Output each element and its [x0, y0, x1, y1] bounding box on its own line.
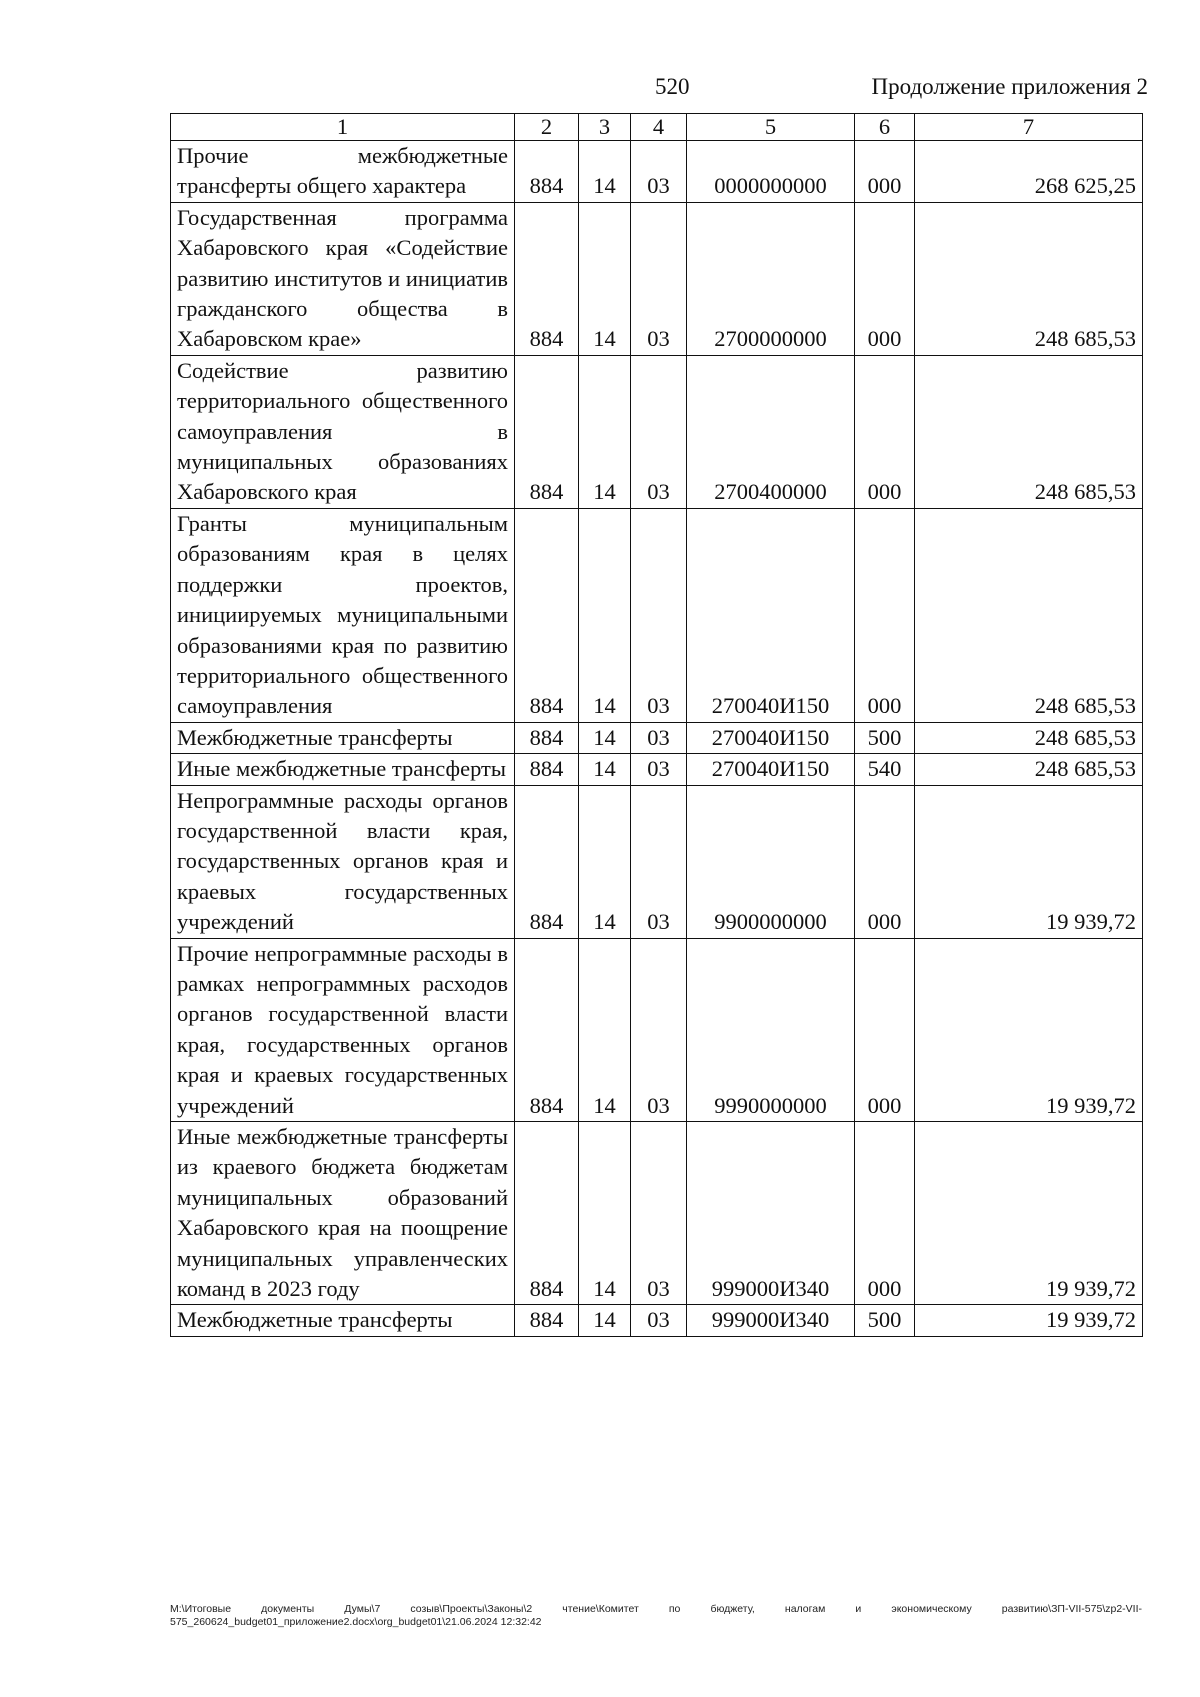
column-header: 2 — [515, 114, 579, 141]
cell-subsection: 03 — [631, 1122, 687, 1305]
cell-expense-type: 000 — [855, 355, 915, 508]
cell-expense-type: 500 — [855, 722, 915, 753]
cell-amount: 19 939,72 — [915, 1122, 1143, 1305]
cell-expense-type: 500 — [855, 1305, 915, 1336]
cell-expense-type: 000 — [855, 202, 915, 355]
table-header-row — [171, 114, 1143, 141]
cell-subsection: 03 — [631, 754, 687, 785]
cell-department: 884 — [515, 508, 579, 722]
cell-target-article: 270040И150 — [687, 508, 855, 722]
column-header: 7 — [915, 114, 1143, 141]
row-name: Непрограммные расходы органов государственной власти края, государственных органов края и краевых государственных учреждений — [171, 785, 515, 938]
cell-department: 884 — [515, 1305, 579, 1336]
column-header: 4 — [631, 114, 687, 141]
cell-expense-type: 000 — [855, 141, 915, 203]
cell-section: 14 — [579, 1305, 631, 1336]
cell-amount: 248 685,53 — [915, 202, 1143, 355]
cell-target-article: 9990000000 — [687, 938, 855, 1121]
cell-section: 14 — [579, 355, 631, 508]
row-name: Гранты муниципальным образованиям края в целях поддержки проектов, инициируемых муниципальными образованиями края по развитию территориального общественного самоуправления — [171, 508, 515, 722]
cell-subsection: 03 — [631, 355, 687, 508]
budget-table — [170, 113, 1143, 1337]
cell-department: 884 — [515, 722, 579, 753]
cell-expense-type: 000 — [855, 1122, 915, 1305]
cell-target-article: 270040И150 — [687, 722, 855, 753]
cell-department: 884 — [515, 1122, 579, 1305]
cell-subsection: 03 — [631, 508, 687, 722]
cell-section: 14 — [579, 141, 631, 203]
cell-target-article: 999000И340 — [687, 1122, 855, 1305]
cell-department: 884 — [515, 141, 579, 203]
cell-expense-type: 000 — [855, 938, 915, 1121]
cell-amount: 248 685,53 — [915, 754, 1143, 785]
cell-department: 884 — [515, 355, 579, 508]
appendix-continuation-label: Продолжение приложения 2 — [871, 74, 1148, 99]
cell-amount: 248 685,53 — [915, 722, 1143, 753]
cell-amount: 268 625,25 — [915, 141, 1143, 203]
cell-amount: 248 685,53 — [915, 355, 1143, 508]
document-file-path: М:\Итоговые документы Думы\7 созыв\Проекты\Законы\2 чтение\Комитет по бюджету, налогам и экономическому развитию\ЗП-VII-575\zp2-VII-575_260624_budget01_приложение2.docx\org_budget01\21.06.2024 12:32:42 — [170, 1603, 1142, 1628]
cell-department: 884 — [515, 754, 579, 785]
table-row — [171, 1305, 1143, 1336]
table-row — [171, 202, 1143, 355]
cell-expense-type: 000 — [855, 785, 915, 938]
cell-subsection: 03 — [631, 722, 687, 753]
column-header: 3 — [579, 114, 631, 141]
cell-department: 884 — [515, 785, 579, 938]
cell-amount: 248 685,53 — [915, 508, 1143, 722]
cell-amount: 19 939,72 — [915, 1305, 1143, 1336]
cell-subsection: 03 — [631, 202, 687, 355]
row-name: Прочие межбюджетные трансферты общего характера — [171, 141, 515, 203]
row-name: Содействие развитию территориального общественного самоуправления в муниципальных образованиях Хабаровского края — [171, 355, 515, 508]
cell-subsection: 03 — [631, 1305, 687, 1336]
cell-expense-type: 540 — [855, 754, 915, 785]
cell-target-article: 2700000000 — [687, 202, 855, 355]
table-row — [171, 754, 1143, 785]
cell-section: 14 — [579, 202, 631, 355]
table-row — [171, 785, 1143, 938]
cell-section: 14 — [579, 508, 631, 722]
cell-amount: 19 939,72 — [915, 938, 1143, 1121]
table-row — [171, 355, 1143, 508]
table-row — [171, 938, 1143, 1121]
cell-section: 14 — [579, 1122, 631, 1305]
cell-section: 14 — [579, 785, 631, 938]
row-name: Межбюджетные трансферты — [171, 722, 515, 753]
column-header: 1 — [171, 114, 515, 141]
cell-department: 884 — [515, 938, 579, 1121]
row-name: Иные межбюджетные трансферты из краевого бюджета бюджетам муниципальных образований Хабаровского края на поощрение муниципальных управленческих команд в 2023 году — [171, 1122, 515, 1305]
cell-target-article: 999000И340 — [687, 1305, 855, 1336]
table-row — [171, 508, 1143, 722]
cell-target-article: 9900000000 — [687, 785, 855, 938]
column-header: 6 — [855, 114, 915, 141]
table-row — [171, 722, 1143, 753]
table-row — [171, 141, 1143, 203]
cell-section: 14 — [579, 722, 631, 753]
row-name: Межбюджетные трансферты — [171, 1305, 515, 1336]
table-row — [171, 1122, 1143, 1305]
cell-target-article: 270040И150 — [687, 754, 855, 785]
row-name: Прочие непрограммные расходы в рамках непрограммных расходов органов государственной власти края, государственных органов края и краевых государственных учреждений — [171, 938, 515, 1121]
cell-target-article: 2700400000 — [687, 355, 855, 508]
row-name: Иные межбюджетные трансферты — [171, 754, 515, 785]
cell-department: 884 — [515, 202, 579, 355]
cell-subsection: 03 — [631, 141, 687, 203]
cell-section: 14 — [579, 938, 631, 1121]
cell-subsection: 03 — [631, 938, 687, 1121]
cell-target-article: 0000000000 — [687, 141, 855, 203]
row-name: Государственная программа Хабаровского края «Содействие развитию институтов и инициатив гражданского общества в Хабаровском крае» — [171, 202, 515, 355]
cell-amount: 19 939,72 — [915, 785, 1143, 938]
cell-subsection: 03 — [631, 785, 687, 938]
cell-section: 14 — [579, 754, 631, 785]
cell-expense-type: 000 — [855, 508, 915, 722]
column-header: 5 — [687, 114, 855, 141]
page-number: 520 — [655, 74, 690, 99]
